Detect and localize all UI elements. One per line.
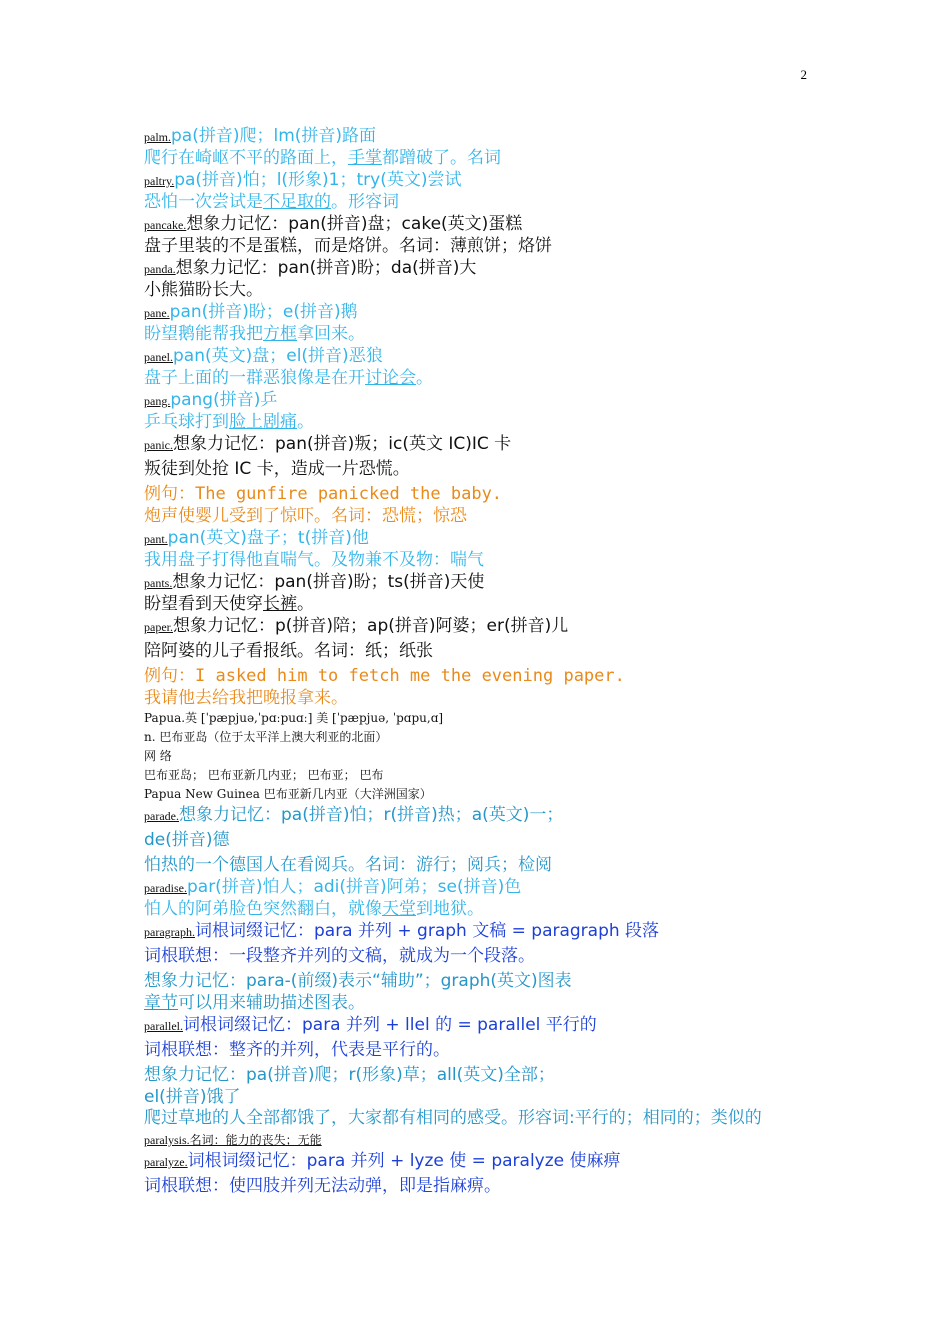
paper-meaning: 陪阿婆的儿子看报纸。名词：纸；纸张: [144, 641, 433, 661]
term-paragraph: paragraph.: [144, 925, 195, 939]
pane-meaning-underlined: 方框: [263, 324, 297, 344]
paragraph-mnemonic: 想象力记忆：para-(前缀)表示“辅助”；graph(英文)图表: [144, 971, 572, 991]
pancake-meaning: 盘子里装的不是蛋糕，而是烙饼。名词：薄煎饼；烙饼: [144, 236, 552, 256]
pang-mnemonic: pang(拼音)乒: [170, 390, 278, 410]
panel-mnemonic: pan(英文)盘；el(拼音)恶狼: [173, 346, 383, 366]
panda-meaning: 小熊猫盼长大。: [144, 280, 263, 300]
paragraph-root-memory: 词根词缀记忆：para 并列 + graph 文稿 = paragraph 段落: [194, 921, 660, 941]
paper-example-translation: 我请他去给我把晚报拿来。: [144, 688, 348, 708]
entry-paper: [144, 615, 810, 637]
parallel-meaning: 爬过草地的人全部都饿了，大家都有相同的感受。形容词:平行的；相同的；类似的: [144, 1108, 762, 1128]
papua-network-heading: 网 络: [144, 749, 172, 763]
pants-meaning: [144, 593, 810, 615]
entry-pant: [144, 527, 810, 549]
term-panda: panda.: [144, 262, 176, 276]
papua-definition: n. 巴布亚岛（位于太平洋上澳大利亚的北面）: [144, 730, 388, 744]
entry-paragraph: [144, 920, 810, 942]
panic-example: [144, 483, 810, 505]
parallel-root-association: 词根联想：整齐的并列，代表是平行的。: [144, 1040, 450, 1060]
paradise-meaning-b: 到地狱。: [416, 899, 484, 919]
paralysis-line: paralysis.名词：能力的丧失；无能: [144, 1133, 322, 1147]
term-pants: pants.: [144, 576, 173, 590]
pants-meaning-underlined: 长裤: [263, 594, 297, 614]
palm-meaning: [144, 147, 810, 169]
parallel-root-memory: 词根词缀记忆：para 并列 + llel 的 = parallel 平行的: [182, 1015, 597, 1035]
entry-panic: [144, 433, 810, 455]
term-pane: pane.: [144, 306, 170, 320]
paltry-meaning: [144, 191, 810, 213]
papua-new-guinea: Papua New Guinea 巴布亚新几内亚（大洋洲国家）: [144, 787, 432, 801]
panic-mnemonic: 想象力记忆：pan(拼音)叛；ic(英文 IC)IC 卡: [173, 434, 512, 454]
pane-meaning-b: 拿回来。: [297, 324, 365, 344]
panic-example-translation: 炮声使婴儿受到了惊吓。名词：恐慌；惊恐: [144, 506, 467, 526]
papua-network-terms: 巴布亚岛； 巴布亚新几内亚； 巴布亚； 巴布: [144, 768, 384, 782]
entry-palm: [144, 125, 810, 147]
panel-meaning-a: 盘子上面的一群恶狼像是在开: [144, 368, 365, 388]
palm-mnemonic: pa(拼音)爬；lm(拼音)路面: [171, 126, 377, 146]
entry-pancake: [144, 213, 810, 235]
pants-meaning-a: 盼望看到天使穿: [144, 594, 263, 614]
pants-mnemonic: 想象力记忆：pan(拼音)盼；ts(拼音)天使: [172, 572, 485, 592]
term-pant: pant.: [144, 532, 168, 546]
pang-meaning-underlined: 脸上剧痛: [229, 412, 297, 432]
panel-meaning-b: 。: [416, 368, 433, 388]
paradise-meaning-underlined: 天堂: [382, 899, 416, 919]
entry-parallel: [144, 1014, 810, 1036]
paradise-meaning-a: 怕人的阿弟脸色突然翻白，就像: [144, 899, 382, 919]
term-paralyze: paralyze.: [144, 1155, 188, 1169]
paper-example: [144, 665, 810, 687]
panel-meaning: [144, 367, 810, 389]
panic-example-english: The gunfire panicked the baby.: [195, 484, 503, 504]
parade-meaning: 怕热的一个德国人在看阅兵。名词：游行；阅兵；检阅: [144, 855, 552, 875]
term-panic: panic.: [144, 438, 173, 452]
term-palm: palm.: [144, 130, 171, 144]
paltry-meaning-underlined: 不足取的: [263, 192, 331, 212]
palm-meaning-b: 都蹭破了。名词: [382, 148, 501, 168]
pant-mnemonic: pan(英文)盘子；t(拼音)他: [167, 528, 369, 548]
term-pang: pang.: [144, 394, 171, 408]
paper-example-label: 例句：: [144, 666, 195, 686]
page-number: 2: [800, 67, 807, 82]
pang-meaning: [144, 411, 810, 433]
paragraph-meaning-b: 可以用来辅助描述图表。: [178, 993, 365, 1013]
term-paltry: paltry.: [144, 174, 175, 188]
paragraph-meaning: [144, 992, 810, 1014]
pant-meaning: 我用盘子打得他直喘气。及物兼不及物：喘气: [144, 550, 484, 570]
panic-example-label: 例句：: [144, 484, 195, 504]
pang-meaning-a: 乒乓球打到: [144, 412, 229, 432]
pane-meaning: [144, 323, 810, 345]
pane-meaning-a: 盼望鹅能帮我把: [144, 324, 263, 344]
entry-paralysis: [144, 1128, 810, 1150]
paltry-meaning-a: 恐怕一次尝试是: [144, 192, 263, 212]
parade-mnemonic-cont: de(拼音)德: [144, 830, 230, 850]
pants-meaning-b: 。: [297, 594, 314, 614]
paper-example-english: I asked him to fetch me the evening paper.: [195, 666, 625, 686]
entry-paralyze: [144, 1150, 810, 1172]
paradise-meaning: [144, 898, 810, 920]
parallel-mnemonic: 想象力记忆：pa(拼音)爬；r(形象)草；all(英文)全部；: [144, 1065, 555, 1085]
panda-mnemonic: 想象力记忆：pan(拼音)盼；da(拼音)大: [175, 258, 477, 278]
paltry-meaning-b: 。形容词: [331, 192, 399, 212]
entry-panel: [144, 345, 810, 367]
parallel-mnemonic-cont: el(拼音)饿了: [144, 1087, 241, 1107]
entry-parade: [144, 804, 810, 826]
pane-mnemonic: pan(拼音)盼；e(拼音)鹅: [169, 302, 358, 322]
paralyze-root-memory: 词根词缀记忆：para 并列 + lyze 使 = paralyze 使麻痹: [187, 1151, 621, 1171]
palm-meaning-underlined: 手掌: [348, 148, 382, 168]
paralyze-root-association: 词根联想：使四肢并列无法动弹，即是指麻痹。: [144, 1176, 501, 1196]
entry-paltry: [144, 169, 810, 191]
entry-pang: [144, 389, 810, 411]
entry-panda: [144, 257, 810, 279]
term-paper: paper.: [144, 620, 173, 634]
term-panel: panel.: [144, 350, 173, 364]
paragraph-meaning-underlined: 章节: [144, 993, 178, 1013]
paradise-mnemonic: par(拼音)怕人；adi(拼音)阿弟；se(拼音)色: [186, 877, 522, 897]
document-body: [144, 125, 810, 1197]
paltry-mnemonic: pa(拼音)怕；l(形象)1；try(英文)尝试: [174, 170, 462, 190]
term-parallel: parallel.: [144, 1019, 183, 1033]
entry-paradise: [144, 876, 810, 898]
term-pancake: pancake.: [144, 218, 187, 232]
pang-meaning-b: 。: [297, 412, 314, 432]
paper-mnemonic: 想象力记忆：p(拼音)陪；ap(拼音)阿婆；er(拼音)儿: [173, 616, 569, 636]
entry-pane: [144, 301, 810, 323]
paragraph-root-association: 词根联想：一段整齐并列的文稿，就成为一个段落。: [144, 946, 535, 966]
panic-meaning: 叛徒到处抢 IC 卡，造成一片恐慌。: [144, 459, 410, 479]
pancake-mnemonic: 想象力记忆：pan(拼音)盘；cake(英文)蛋糕: [186, 214, 523, 234]
panel-meaning-underlined: 讨论会: [365, 368, 416, 388]
term-paradise: paradise.: [144, 881, 187, 895]
entry-pants: [144, 571, 810, 593]
term-parade: parade.: [144, 809, 179, 823]
papua-pronunciation: Papua.英 [ˈpæpjuə,ˈpɑːpuɑː] 美 [ˈpæpjuə, ˈpɑpu,ɑ]: [144, 711, 444, 725]
palm-meaning-a: 爬行在崎岖不平的路面上，: [144, 148, 348, 168]
parade-mnemonic: 想象力记忆：pa(拼音)怕；r(拼音)热；a(英文)一；: [178, 805, 564, 825]
